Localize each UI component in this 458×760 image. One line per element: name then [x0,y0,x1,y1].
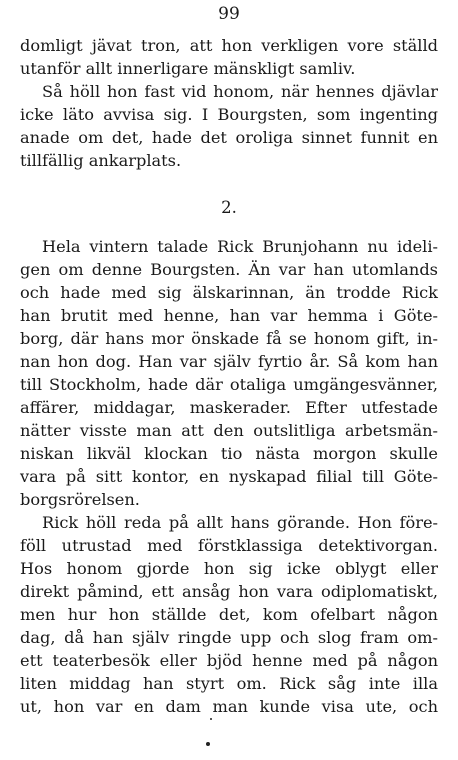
text-line: Hos honom gjorde hon sig icke oblygt eller [20,559,438,578]
text-line: borgsrörelsen. [20,490,140,509]
text-line: Så höll hon fast vid honom, när hennes djävlar [42,82,438,101]
text-line: gen om denne Bourgsten. Än var han utomlands [20,260,438,279]
text-line: anade om det, hade det oroliga sinnet funnit en [20,128,438,147]
text-block-top [20,34,438,172]
scan-speck [206,742,210,746]
text-line: föll utrustad med förstklassiga detektivorgan. [20,536,438,555]
text-line: icke läto avvisa sig. I Bourgsten, som ingenting [20,105,438,124]
text-line: ut, hon var en dam man kunde visa ute, och [20,697,438,716]
text-line: och hade med sig älskarinnan, än trodde Rick [20,283,438,302]
text-line: affärer, middagar, maskerader. Efter utfestade [20,398,438,417]
text-block-bottom [20,235,438,718]
page-number: 99 [218,4,240,24]
text-line: liten middag han styrt om. Rick såg inte illa [20,674,438,693]
text-line: till Stockholm, hade där otaliga umgängesvänner, [20,375,438,394]
text-line: vara på sitt kontor, en nyskapad filial till Göte- [20,467,438,486]
text-line: Rick höll reda på allt hans görande. Hon före- [42,513,438,532]
text-line: dag, då han själv ringde upp och slog fram om- [20,628,438,647]
section-heading: 2. [221,198,237,217]
text-line: men hur hon ställde det, kom ofelbart någon [20,605,438,624]
text-line: niskan likväl klockan tio nästa morgon skulle [20,444,438,463]
text-line: nan hon dog. Han var själv fyrtio år. Så kom han [20,352,438,371]
text-line: Hela vintern talade Rick Brunjohann nu ideli- [42,237,438,256]
text-line: han brutit med henne, han var hemma i Göte- [20,306,438,325]
text-line: borg, där hans mor önskade få se honom gift, in- [20,329,438,348]
text-line: nätter visste man att den outslitliga arbetsmän- [20,421,438,440]
text-line: domligt jävat tron, att hon verkligen vore ställd [20,36,438,55]
text-line: ett teaterbesök eller bjöd henne med på någon [20,651,438,670]
text-line: tillfällig ankarplats. [20,151,182,170]
scan-speck [210,718,212,720]
text-line: direkt påmind, ett ansåg hon vara odiplomatiskt, [20,582,438,601]
text-line: utanför allt innerligare mänskligt samliv. [20,59,356,78]
